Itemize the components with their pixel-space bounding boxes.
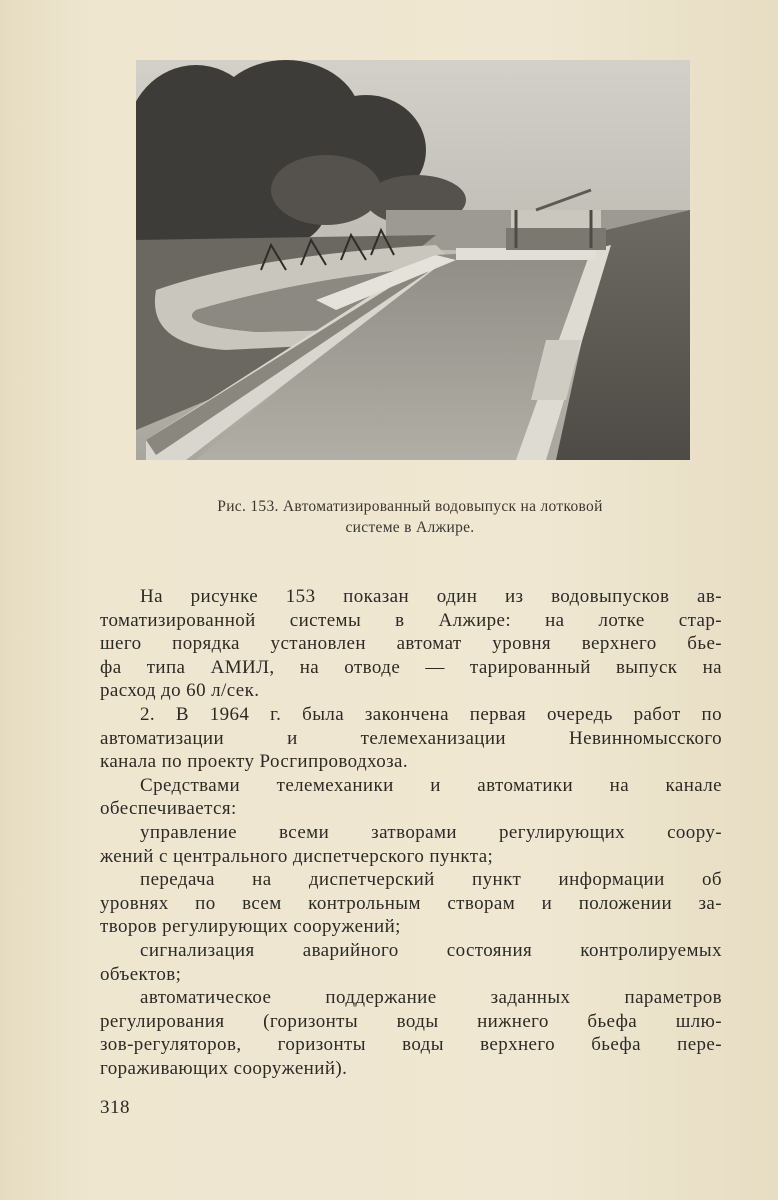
text-line: обеспечивается: (100, 798, 237, 820)
text-line: Средствами телемеханики и автоматики на канале (140, 774, 722, 796)
text-line: управление всеми затворами регулирующих соору- (140, 821, 722, 843)
text-line: автоматическое поддержание заданных параметров (140, 987, 722, 1009)
text-line: творов регулирующих сооружений; (100, 916, 401, 938)
text-line: шего порядка установлен автомат уровня верхнего бье- (100, 633, 722, 655)
page-number: 318 (100, 1097, 130, 1118)
text-line: На рисунке 153 показан один из водовыпусков ав- (140, 586, 722, 607)
text-line: уровнях по всем контрольным створам и положении за- (100, 892, 722, 914)
text-line: сигнализация аварийного состояния контролируемых (140, 939, 722, 961)
text-line: 2. В 1964 г. была закончена первая очередь работ по (140, 703, 722, 725)
text-line: регулирования (горизонты воды нижнего бьефа шлю- (100, 1010, 722, 1032)
caption-line: Рис. 153. Автоматизированный водовыпуск на лотковой (217, 498, 603, 515)
text-line: расход до 60 л/сек. (100, 680, 260, 702)
figure-photo-canal-water-outlet (136, 60, 690, 460)
text-line: канала по проекту Росгипроводхоза. (100, 751, 408, 773)
body-text (100, 585, 722, 1080)
text-line: автоматизации и телемеханизации Невинномысского (100, 727, 722, 749)
text-line: жений с центрального диспетчерского пункта; (100, 845, 494, 867)
text-line: фа типа АМИЛ, на отводе — тарированный выпуск на (100, 656, 722, 678)
text-line: томатизированной системы в Алжире: на лотке стар- (100, 609, 722, 631)
text-line: объектов; (100, 963, 182, 985)
text-line: передача на диспетчерский пункт информации об (140, 869, 722, 891)
figure-caption (120, 496, 700, 538)
text-line: зов-регуляторов, горизонты воды верхнего бьефа пере- (100, 1034, 722, 1056)
caption-line: системе в Алжире. (345, 519, 475, 536)
text-line: гораживающих сооружений). (100, 1057, 348, 1079)
